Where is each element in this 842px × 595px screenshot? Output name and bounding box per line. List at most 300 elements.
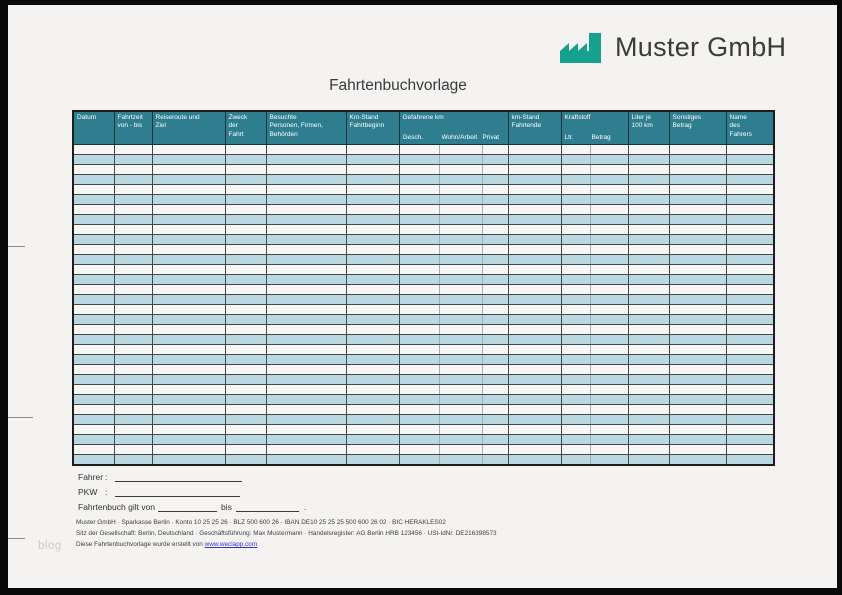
log-cell-liter-je-100km bbox=[628, 245, 669, 255]
log-row bbox=[73, 225, 774, 235]
log-cell-kraftstoff-ltr bbox=[561, 395, 590, 405]
log-cell-zweck bbox=[225, 255, 266, 265]
log-cell-gefahrene-gesch bbox=[399, 365, 440, 375]
log-cell-km-stand-beginn bbox=[346, 175, 399, 185]
log-cell-datum bbox=[73, 405, 114, 415]
col-header-km-stand-ende: km-Stand Fahrtende bbox=[508, 111, 561, 145]
log-cell-zweck bbox=[225, 375, 266, 385]
log-cell-reiseroute bbox=[152, 295, 225, 305]
log-cell-besuchte bbox=[266, 425, 346, 435]
log-cell-datum bbox=[73, 185, 114, 195]
log-cell-name-fahrer bbox=[726, 225, 774, 235]
log-row bbox=[73, 445, 774, 455]
weclapp-link[interactable]: www.weclapp.com bbox=[204, 541, 258, 548]
log-cell-reiseroute bbox=[152, 265, 225, 275]
log-cell-liter-je-100km bbox=[628, 165, 669, 175]
log-cell-reiseroute bbox=[152, 355, 225, 365]
log-cell-name-fahrer bbox=[726, 205, 774, 215]
log-cell-zweck bbox=[225, 395, 266, 405]
log-cell-km-stand-beginn bbox=[346, 285, 399, 295]
log-cell-gefahrene-wohn bbox=[440, 415, 483, 425]
log-cell-kraftstoff-betrag bbox=[590, 335, 628, 345]
log-cell-kraftstoff-betrag bbox=[590, 435, 628, 445]
log-cell-name-fahrer bbox=[726, 365, 774, 375]
log-cell-liter-je-100km bbox=[628, 235, 669, 245]
log-cell-besuchte bbox=[266, 365, 346, 375]
log-cell-zweck bbox=[225, 385, 266, 395]
log-cell-liter-je-100km bbox=[628, 265, 669, 275]
log-cell-fahrtzeit bbox=[114, 425, 152, 435]
log-cell-sonstiges bbox=[669, 175, 726, 185]
page-title: Fahrtenbuchvorlage bbox=[329, 77, 467, 94]
log-cell-gefahrene-wohn bbox=[440, 205, 483, 215]
col-group-header-gefahrene: Gefahrene km Gesch. Wohn/Arbeit Privat bbox=[399, 111, 508, 145]
log-row bbox=[73, 405, 774, 415]
log-cell-reiseroute bbox=[152, 155, 225, 165]
log-row bbox=[73, 165, 774, 175]
log-cell-kraftstoff-betrag bbox=[590, 165, 628, 175]
log-cell-besuchte bbox=[266, 165, 346, 175]
log-cell-sonstiges bbox=[669, 165, 726, 175]
log-row bbox=[73, 235, 774, 245]
log-cell-kraftstoff-ltr bbox=[561, 335, 590, 345]
log-cell-gefahrene-gesch bbox=[399, 185, 440, 195]
log-cell-kraftstoff-ltr bbox=[561, 295, 590, 305]
log-cell-reiseroute bbox=[152, 425, 225, 435]
log-cell-name-fahrer bbox=[726, 175, 774, 185]
log-cell-datum bbox=[73, 145, 114, 155]
log-cell-gefahrene-privat bbox=[483, 405, 508, 415]
log-cell-sonstiges bbox=[669, 255, 726, 265]
log-cell-fahrtzeit bbox=[114, 255, 152, 265]
log-cell-name-fahrer bbox=[726, 455, 774, 466]
log-cell-reiseroute bbox=[152, 165, 225, 175]
log-cell-gefahrene-wohn bbox=[440, 315, 483, 325]
log-cell-liter-je-100km bbox=[628, 155, 669, 165]
log-cell-kraftstoff-betrag bbox=[590, 385, 628, 395]
log-cell-kraftstoff-betrag bbox=[590, 245, 628, 255]
fold-mark bbox=[8, 417, 33, 418]
log-cell-kraftstoff-betrag bbox=[590, 145, 628, 155]
log-cell-datum bbox=[73, 305, 114, 315]
log-cell-kraftstoff-betrag bbox=[590, 265, 628, 275]
log-cell-gefahrene-wohn bbox=[440, 265, 483, 275]
log-cell-sonstiges bbox=[669, 275, 726, 285]
log-cell-gefahrene-wohn bbox=[440, 385, 483, 395]
log-cell-kraftstoff-ltr bbox=[561, 165, 590, 175]
sub-header-kraftstoff-betrag: Betrag bbox=[591, 133, 611, 141]
log-cell-besuchte bbox=[266, 275, 346, 285]
factory-icon bbox=[558, 30, 606, 63]
fold-mark bbox=[8, 538, 25, 539]
log-cell-km-stand-beginn bbox=[346, 235, 399, 245]
log-cell-gefahrene-wohn bbox=[440, 305, 483, 315]
log-cell-liter-je-100km bbox=[628, 215, 669, 225]
log-cell-gefahrene-gesch bbox=[399, 445, 440, 455]
log-cell-besuchte bbox=[266, 315, 346, 325]
log-cell-kraftstoff-ltr bbox=[561, 195, 590, 205]
log-cell-besuchte bbox=[266, 245, 346, 255]
log-cell-name-fahrer bbox=[726, 315, 774, 325]
log-cell-kraftstoff-betrag bbox=[590, 325, 628, 335]
blog-watermark: blog bbox=[38, 540, 62, 552]
log-cell-km-stand-ende bbox=[508, 365, 561, 375]
log-table bbox=[72, 110, 775, 466]
log-cell-datum bbox=[73, 355, 114, 365]
log-cell-reiseroute bbox=[152, 195, 225, 205]
log-cell-name-fahrer bbox=[726, 335, 774, 345]
log-cell-km-stand-beginn bbox=[346, 325, 399, 335]
log-cell-besuchte bbox=[266, 285, 346, 295]
log-cell-kraftstoff-betrag bbox=[590, 235, 628, 245]
log-cell-gefahrene-wohn bbox=[440, 345, 483, 355]
log-cell-besuchte bbox=[266, 455, 346, 466]
log-cell-kraftstoff-betrag bbox=[590, 415, 628, 425]
log-cell-sonstiges bbox=[669, 325, 726, 335]
log-cell-gefahrene-wohn bbox=[440, 455, 483, 466]
log-cell-sonstiges bbox=[669, 425, 726, 435]
log-cell-datum bbox=[73, 365, 114, 375]
log-cell-fahrtzeit bbox=[114, 285, 152, 295]
log-cell-besuchte bbox=[266, 145, 346, 155]
log-cell-fahrtzeit bbox=[114, 355, 152, 365]
log-row bbox=[73, 295, 774, 305]
log-cell-sonstiges bbox=[669, 145, 726, 155]
log-cell-gefahrene-gesch bbox=[399, 315, 440, 325]
log-cell-km-stand-ende bbox=[508, 405, 561, 415]
log-row bbox=[73, 275, 774, 285]
log-cell-liter-je-100km bbox=[628, 415, 669, 425]
log-cell-datum bbox=[73, 345, 114, 355]
log-cell-gefahrene-gesch bbox=[399, 195, 440, 205]
col-header-km-stand-beginn: Km-Stand Fahrtbeginn bbox=[346, 111, 399, 145]
log-cell-km-stand-beginn bbox=[346, 225, 399, 235]
log-cell-km-stand-ende bbox=[508, 295, 561, 305]
log-cell-kraftstoff-ltr bbox=[561, 315, 590, 325]
company-logo bbox=[558, 30, 786, 63]
log-cell-gefahrene-privat bbox=[483, 215, 508, 225]
log-cell-kraftstoff-betrag bbox=[590, 405, 628, 415]
log-cell-zweck bbox=[225, 345, 266, 355]
sub-header-kraftstoff-ltr: Ltr. bbox=[564, 133, 574, 141]
log-cell-km-stand-ende bbox=[508, 385, 561, 395]
log-cell-gefahrene-gesch bbox=[399, 145, 440, 155]
log-row bbox=[73, 245, 774, 255]
log-cell-gefahrene-gesch bbox=[399, 375, 440, 385]
log-cell-sonstiges bbox=[669, 435, 726, 445]
col-header-name-fahrer: Name des Fahrers bbox=[726, 111, 774, 145]
log-cell-liter-je-100km bbox=[628, 385, 669, 395]
log-cell-gefahrene-privat bbox=[483, 305, 508, 315]
log-cell-km-stand-beginn bbox=[346, 385, 399, 395]
log-row bbox=[73, 175, 774, 185]
log-row bbox=[73, 285, 774, 295]
log-cell-gefahrene-wohn bbox=[440, 325, 483, 335]
log-cell-besuchte bbox=[266, 265, 346, 275]
log-cell-datum bbox=[73, 285, 114, 295]
log-cell-sonstiges bbox=[669, 205, 726, 215]
log-cell-km-stand-beginn bbox=[346, 375, 399, 385]
log-cell-datum bbox=[73, 375, 114, 385]
log-cell-gefahrene-privat bbox=[483, 375, 508, 385]
log-cell-gefahrene-wohn bbox=[440, 145, 483, 155]
log-cell-gefahrene-gesch bbox=[399, 255, 440, 265]
log-cell-kraftstoff-betrag bbox=[590, 445, 628, 455]
log-cell-kraftstoff-ltr bbox=[561, 235, 590, 245]
fahrer-colon: : bbox=[105, 472, 108, 482]
log-cell-gefahrene-wohn bbox=[440, 275, 483, 285]
log-row bbox=[73, 345, 774, 355]
log-cell-datum bbox=[73, 205, 114, 215]
log-cell-gefahrene-privat bbox=[483, 285, 508, 295]
log-cell-sonstiges bbox=[669, 225, 726, 235]
log-cell-km-stand-ende bbox=[508, 375, 561, 385]
log-cell-name-fahrer bbox=[726, 405, 774, 415]
log-cell-zweck bbox=[225, 305, 266, 315]
log-cell-gefahrene-gesch bbox=[399, 455, 440, 466]
log-cell-fahrtzeit bbox=[114, 325, 152, 335]
log-cell-km-stand-ende bbox=[508, 425, 561, 435]
log-cell-liter-je-100km bbox=[628, 455, 669, 466]
validity-from-blank-line bbox=[158, 501, 217, 512]
log-cell-besuchte bbox=[266, 395, 346, 405]
log-cell-zweck bbox=[225, 445, 266, 455]
log-cell-kraftstoff-ltr bbox=[561, 415, 590, 425]
log-cell-datum bbox=[73, 295, 114, 305]
log-cell-zweck bbox=[225, 215, 266, 225]
log-cell-km-stand-ende bbox=[508, 315, 561, 325]
log-cell-gefahrene-privat bbox=[483, 355, 508, 365]
log-cell-km-stand-ende bbox=[508, 355, 561, 365]
log-cell-name-fahrer bbox=[726, 295, 774, 305]
log-cell-besuchte bbox=[266, 205, 346, 215]
log-cell-datum bbox=[73, 385, 114, 395]
log-cell-datum bbox=[73, 425, 114, 435]
log-cell-liter-je-100km bbox=[628, 175, 669, 185]
log-cell-gefahrene-wohn bbox=[440, 285, 483, 295]
log-cell-km-stand-beginn bbox=[346, 305, 399, 315]
log-cell-kraftstoff-ltr bbox=[561, 365, 590, 375]
log-cell-km-stand-beginn bbox=[346, 155, 399, 165]
log-cell-liter-je-100km bbox=[628, 405, 669, 415]
log-cell-kraftstoff-ltr bbox=[561, 245, 590, 255]
log-cell-name-fahrer bbox=[726, 355, 774, 365]
log-cell-gefahrene-gesch bbox=[399, 295, 440, 305]
log-cell-liter-je-100km bbox=[628, 345, 669, 355]
log-cell-sonstiges bbox=[669, 395, 726, 405]
log-cell-liter-je-100km bbox=[628, 255, 669, 265]
log-cell-fahrtzeit bbox=[114, 345, 152, 355]
log-cell-kraftstoff-betrag bbox=[590, 185, 628, 195]
log-cell-datum bbox=[73, 175, 114, 185]
log-cell-km-stand-beginn bbox=[346, 195, 399, 205]
log-cell-gefahrene-privat bbox=[483, 235, 508, 245]
log-cell-gefahrene-gesch bbox=[399, 335, 440, 345]
log-cell-kraftstoff-betrag bbox=[590, 425, 628, 435]
log-cell-gefahrene-wohn bbox=[440, 435, 483, 445]
log-cell-gefahrene-wohn bbox=[440, 355, 483, 365]
log-cell-zweck bbox=[225, 335, 266, 345]
log-cell-km-stand-ende bbox=[508, 145, 561, 155]
log-cell-sonstiges bbox=[669, 455, 726, 466]
log-cell-fahrtzeit bbox=[114, 235, 152, 245]
log-cell-datum bbox=[73, 325, 114, 335]
log-cell-km-stand-beginn bbox=[346, 165, 399, 175]
log-cell-zweck bbox=[225, 225, 266, 235]
log-cell-name-fahrer bbox=[726, 325, 774, 335]
log-cell-km-stand-ende bbox=[508, 185, 561, 195]
log-cell-reiseroute bbox=[152, 325, 225, 335]
log-cell-reiseroute bbox=[152, 215, 225, 225]
log-cell-besuchte bbox=[266, 355, 346, 365]
col-group-header-kraftstoff: Kraftstoff Ltr. Betrag bbox=[561, 111, 628, 145]
signature-block bbox=[78, 467, 306, 512]
log-cell-datum bbox=[73, 435, 114, 445]
fold-mark bbox=[8, 246, 25, 247]
log-cell-liter-je-100km bbox=[628, 295, 669, 305]
log-cell-kraftstoff-ltr bbox=[561, 345, 590, 355]
log-cell-liter-je-100km bbox=[628, 225, 669, 235]
log-cell-besuchte bbox=[266, 385, 346, 395]
log-cell-datum bbox=[73, 255, 114, 265]
footer bbox=[76, 517, 497, 550]
log-cell-km-stand-ende bbox=[508, 255, 561, 265]
log-cell-fahrtzeit bbox=[114, 395, 152, 405]
log-cell-reiseroute bbox=[152, 305, 225, 315]
log-cell-km-stand-beginn bbox=[346, 205, 399, 215]
log-cell-gefahrene-gesch bbox=[399, 235, 440, 245]
pkw-colon: : bbox=[105, 487, 108, 497]
log-cell-kraftstoff-ltr bbox=[561, 325, 590, 335]
log-cell-besuchte bbox=[266, 325, 346, 335]
log-cell-km-stand-ende bbox=[508, 165, 561, 175]
log-cell-gefahrene-gesch bbox=[399, 395, 440, 405]
log-cell-besuchte bbox=[266, 235, 346, 245]
log-cell-zweck bbox=[225, 165, 266, 175]
log-table-body bbox=[73, 145, 774, 466]
validity-period: . bbox=[303, 502, 307, 512]
log-row bbox=[73, 375, 774, 385]
log-cell-km-stand-beginn bbox=[346, 455, 399, 466]
log-cell-besuchte bbox=[266, 215, 346, 225]
log-cell-besuchte bbox=[266, 445, 346, 455]
log-cell-kraftstoff-betrag bbox=[590, 365, 628, 375]
log-cell-name-fahrer bbox=[726, 215, 774, 225]
log-cell-sonstiges bbox=[669, 285, 726, 295]
log-cell-km-stand-ende bbox=[508, 335, 561, 345]
log-cell-gefahrene-gesch bbox=[399, 285, 440, 295]
log-cell-km-stand-ende bbox=[508, 235, 561, 245]
log-cell-fahrtzeit bbox=[114, 225, 152, 235]
log-cell-zweck bbox=[225, 245, 266, 255]
log-cell-gefahrene-gesch bbox=[399, 325, 440, 335]
log-cell-gefahrene-privat bbox=[483, 185, 508, 195]
log-cell-sonstiges bbox=[669, 245, 726, 255]
col-header-liter-je-100km: Liter je 100 km bbox=[628, 111, 669, 145]
log-cell-name-fahrer bbox=[726, 415, 774, 425]
log-cell-sonstiges bbox=[669, 185, 726, 195]
pkw-label: PKW bbox=[78, 487, 98, 497]
log-cell-kraftstoff-betrag bbox=[590, 275, 628, 285]
log-cell-liter-je-100km bbox=[628, 205, 669, 215]
log-cell-besuchte bbox=[266, 335, 346, 345]
log-cell-sonstiges bbox=[669, 345, 726, 355]
log-cell-datum bbox=[73, 235, 114, 245]
log-cell-besuchte bbox=[266, 195, 346, 205]
footer-company-line: Sitz der Gesellschaft: Berlin, Deutschland · Geschäftsführung: Max Mustermann · Handelsregister: AG Berlin HRB 123456 · USt-IdNr. DE216398573 bbox=[76, 530, 497, 537]
log-cell-name-fahrer bbox=[726, 395, 774, 405]
log-cell-gefahrene-privat bbox=[483, 335, 508, 345]
log-cell-name-fahrer bbox=[726, 245, 774, 255]
log-cell-gefahrene-privat bbox=[483, 415, 508, 425]
log-cell-km-stand-ende bbox=[508, 435, 561, 445]
log-cell-reiseroute bbox=[152, 145, 225, 155]
log-cell-gefahrene-gesch bbox=[399, 265, 440, 275]
log-cell-datum bbox=[73, 215, 114, 225]
log-cell-gefahrene-privat bbox=[483, 245, 508, 255]
log-cell-km-stand-ende bbox=[508, 195, 561, 205]
log-cell-fahrtzeit bbox=[114, 265, 152, 275]
log-cell-kraftstoff-betrag bbox=[590, 355, 628, 365]
log-cell-zweck bbox=[225, 415, 266, 425]
log-cell-datum bbox=[73, 275, 114, 285]
log-cell-name-fahrer bbox=[726, 435, 774, 445]
log-cell-km-stand-beginn bbox=[346, 395, 399, 405]
log-cell-kraftstoff-betrag bbox=[590, 255, 628, 265]
log-cell-kraftstoff-ltr bbox=[561, 255, 590, 265]
log-cell-km-stand-ende bbox=[508, 345, 561, 355]
log-row bbox=[73, 335, 774, 345]
log-cell-reiseroute bbox=[152, 345, 225, 355]
log-cell-liter-je-100km bbox=[628, 305, 669, 315]
log-cell-gefahrene-gesch bbox=[399, 225, 440, 235]
log-cell-zweck bbox=[225, 235, 266, 245]
log-cell-gefahrene-gesch bbox=[399, 275, 440, 285]
log-cell-fahrtzeit bbox=[114, 375, 152, 385]
log-cell-fahrtzeit bbox=[114, 435, 152, 445]
log-cell-name-fahrer bbox=[726, 385, 774, 395]
log-cell-gefahrene-gesch bbox=[399, 425, 440, 435]
log-cell-zweck bbox=[225, 295, 266, 305]
log-cell-km-stand-ende bbox=[508, 325, 561, 335]
log-cell-datum bbox=[73, 455, 114, 466]
log-row bbox=[73, 365, 774, 375]
log-cell-gefahrene-gesch bbox=[399, 245, 440, 255]
log-cell-gefahrene-gesch bbox=[399, 345, 440, 355]
log-cell-gefahrene-privat bbox=[483, 325, 508, 335]
log-cell-reiseroute bbox=[152, 435, 225, 445]
log-cell-zweck bbox=[225, 325, 266, 335]
log-cell-zweck bbox=[225, 155, 266, 165]
log-cell-zweck bbox=[225, 285, 266, 295]
log-cell-kraftstoff-ltr bbox=[561, 145, 590, 155]
log-cell-gefahrene-privat bbox=[483, 295, 508, 305]
log-cell-sonstiges bbox=[669, 155, 726, 165]
log-cell-km-stand-ende bbox=[508, 225, 561, 235]
log-cell-km-stand-beginn bbox=[346, 185, 399, 195]
log-cell-name-fahrer bbox=[726, 145, 774, 155]
log-cell-kraftstoff-ltr bbox=[561, 265, 590, 275]
log-cell-kraftstoff-ltr bbox=[561, 205, 590, 215]
log-cell-gefahrene-gesch bbox=[399, 435, 440, 445]
log-cell-gefahrene-gesch bbox=[399, 165, 440, 175]
log-row bbox=[73, 425, 774, 435]
log-cell-datum bbox=[73, 335, 114, 345]
log-cell-fahrtzeit bbox=[114, 195, 152, 205]
log-cell-zweck bbox=[225, 205, 266, 215]
log-cell-datum bbox=[73, 165, 114, 175]
log-cell-zweck bbox=[225, 315, 266, 325]
